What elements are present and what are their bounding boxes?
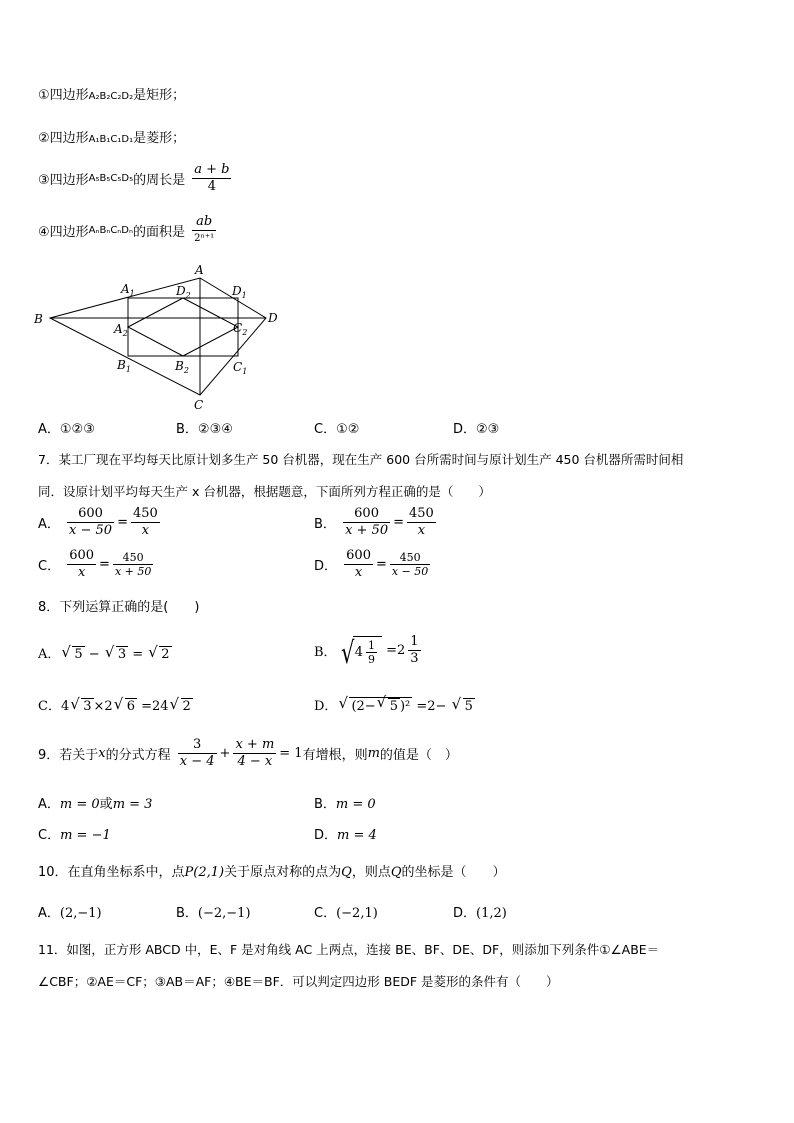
q8-c-sqrt1 xyxy=(71,698,93,714)
q9-option-b[interactable] xyxy=(314,793,376,812)
q8-b-result-den: 3 xyxy=(410,651,419,666)
q7-c-right-num: 450 xyxy=(113,551,153,565)
q10-stem xyxy=(38,861,506,880)
q10-option-d[interactable] xyxy=(453,902,507,921)
q7-b-left-num: 600 xyxy=(343,506,390,523)
q8-a-sqrt2 xyxy=(106,646,128,662)
q7-c-left-num: 600 xyxy=(69,548,95,563)
q9-a-math: m = 0 xyxy=(59,797,100,812)
statement-3-quad: A₅B₅C₅D₅ xyxy=(88,173,134,184)
q7-a-right-num: 450 xyxy=(132,506,158,521)
q6-option-b[interactable]: B．②③④ xyxy=(176,422,233,437)
q8-c-rad3: 2 xyxy=(182,699,191,714)
label-A1: $A_1$ xyxy=(121,282,135,298)
q7-d-left-den: x xyxy=(354,565,363,580)
statement-1-quad: A₂B₂C₂D₂ xyxy=(88,91,134,102)
q7-a-right-den: x xyxy=(141,523,150,538)
q10-c-label: C． xyxy=(314,906,337,921)
q10-point-p: P(2,1) xyxy=(184,865,225,880)
q7-a-right-fraction xyxy=(131,506,160,539)
q9-f1-num: 3 xyxy=(178,737,217,754)
label-A2: $A_2$ xyxy=(114,322,128,338)
statement-2-text: ②四边形 xyxy=(38,131,89,146)
q9-m: m xyxy=(367,746,380,761)
statement-4-quad: AₙBₙCₙDₙ xyxy=(88,225,133,236)
q8-d-inner-rad: 5 xyxy=(389,699,398,714)
q8-d-eq: =2− xyxy=(412,699,451,714)
q8-b-inner-den: 9 xyxy=(367,652,375,666)
q7-option-a-label: A． xyxy=(38,517,60,532)
q9-c-math: m = −1 xyxy=(60,828,111,843)
rect-A1B1C1D1 xyxy=(128,298,238,356)
q9-var: x xyxy=(98,746,106,761)
area-fraction xyxy=(192,214,216,247)
q8-b-sqrt xyxy=(341,636,382,666)
statement-2-quad: A₁B₁C₁D₁ xyxy=(88,134,134,145)
q7-a-eq: = xyxy=(117,515,128,530)
q7-option-d[interactable] xyxy=(314,548,433,581)
q7-option-b-label: B． xyxy=(314,517,336,532)
q8-a-label: A． xyxy=(38,647,61,662)
q8-b-eq: =2 xyxy=(381,643,406,658)
q6-option-c[interactable]: C．①② xyxy=(314,422,360,437)
q10-a-value: (2,−1) xyxy=(59,906,102,921)
q9-post1: 有增根，则 xyxy=(302,748,368,763)
q10-point-q: Q xyxy=(341,865,352,880)
q9-a-or: 或 xyxy=(99,797,113,812)
q9-pre: 9．若关于 xyxy=(38,748,99,763)
q9-d-label: D． xyxy=(314,828,338,843)
q10-b-label: B． xyxy=(176,906,198,921)
q9-post2: 的值是（ ） xyxy=(379,748,458,763)
q8-d-outer-sqrt xyxy=(339,697,412,714)
q8-d-label: D． xyxy=(314,699,338,714)
q9-fraction1 xyxy=(178,737,217,770)
q11-stem-line1: 11．如图，正方形 ABCD 中，E、F 是对角线 AC 上两点，连接 BE、BF、DE、DF，则添加下列条件①∠ABE＝ xyxy=(38,942,660,957)
q7-c-eq: = xyxy=(99,557,110,572)
statement-1-end: 是矩形； xyxy=(133,88,186,103)
q8-b-inner-fraction xyxy=(366,639,377,666)
q6-option-d[interactable]: D．②③ xyxy=(453,422,500,437)
q9-option-d[interactable] xyxy=(314,824,377,843)
q8-c-rad1: 3 xyxy=(83,699,92,714)
q7-option-c-label: C． xyxy=(38,559,61,574)
q9-eq: = 1 xyxy=(279,746,303,761)
q8-stem: 8．下列运算正确的是( ) xyxy=(38,600,200,615)
q7-option-a[interactable] xyxy=(38,506,163,539)
q7-option-c[interactable] xyxy=(38,548,156,581)
q7-stem-line1: 7．某工厂现在平均每天比原计划多生产 50 台机器，现在生产 600 台所需时间与原计划生产 450 台机器所需时间相 xyxy=(38,452,684,467)
label-B: B xyxy=(34,312,43,326)
q7-stem-line2: 同．设原计划平均每天生产 x 台机器，根据题意，下面所列方程正确的是（ ） xyxy=(38,484,491,499)
q8-a-rad2: 3 xyxy=(117,647,127,662)
q8-a-sqrt1 xyxy=(62,646,84,662)
q7-d-right-den: x − 50 xyxy=(391,565,429,578)
q11-stem-line2: ∠CBF；②AE＝CF；③AB＝AF；④BE＝BF．可以判定四边形 BEDF 是菱形的条件有（ ） xyxy=(38,974,559,989)
geometry-figure xyxy=(30,258,290,418)
label-B2: $B_2$ xyxy=(175,359,189,375)
label-C: C xyxy=(194,398,204,412)
label-D: D xyxy=(268,311,278,325)
q8-option-b[interactable] xyxy=(314,634,424,667)
q9-option-c[interactable] xyxy=(38,824,111,843)
q8-d-sqrt xyxy=(453,698,475,714)
q7-a-left-num: 600 xyxy=(67,506,114,523)
q8-b-label: B． xyxy=(314,645,337,660)
label-C1: $C_1$ xyxy=(233,360,248,376)
q7-b-left-fraction xyxy=(343,506,390,539)
q8-b-result-num: 1 xyxy=(410,634,419,649)
q10-post: 的坐标是（ ） xyxy=(401,865,506,880)
q7-c-right-den: x + 50 xyxy=(114,565,152,578)
q10-option-a[interactable] xyxy=(38,902,102,921)
q8-a-minus: − xyxy=(84,647,104,662)
q7-d-right-fraction xyxy=(390,551,430,578)
q8-d-radicand xyxy=(349,697,412,714)
statement-3 xyxy=(38,162,234,195)
q7-b-right-fraction xyxy=(407,506,436,539)
q9-f2-num: x + m xyxy=(235,737,275,752)
q7-c-right-fraction xyxy=(113,551,153,578)
statement-3-text: ③四边形 xyxy=(38,173,89,188)
q9-a-math2: m = 3 xyxy=(112,797,153,812)
q8-c-sqrt2 xyxy=(115,698,137,714)
q9-d-math: m = 4 xyxy=(337,828,377,843)
q9-stem xyxy=(38,737,458,770)
statement-4-mid: 的面积是 xyxy=(132,225,185,240)
q7-a-left-den: x − 50 xyxy=(69,523,113,538)
q7-d-eq: = xyxy=(375,557,387,572)
q6-option-a[interactable]: A．①②③ xyxy=(38,422,95,437)
q8-c-times: ×2 xyxy=(93,699,113,714)
label-A: A xyxy=(195,263,204,277)
perimeter-denominator: 4 xyxy=(207,179,216,194)
q7-c-left-fraction xyxy=(67,548,96,581)
q10-option-b[interactable] xyxy=(176,902,251,921)
q10-mid: 关于原点对称的点为 xyxy=(224,865,342,880)
q7-b-right-num: 450 xyxy=(409,506,434,521)
q8-a-rad3: 2 xyxy=(161,647,170,662)
rhombus-A2B2C2D2 xyxy=(128,298,238,356)
q9-a-label: A． xyxy=(38,797,60,812)
statement-3-mid: 的周长是 xyxy=(133,173,186,188)
q7-option-b[interactable] xyxy=(314,506,439,539)
q8-b-whole: 4 xyxy=(354,644,363,660)
q8-c-eq: =24 xyxy=(136,699,169,714)
statement-4-text: ④四边形 xyxy=(38,225,89,240)
label-D1: $D_1$ xyxy=(232,284,247,300)
statement-1 xyxy=(38,84,185,103)
q10-d-label: D． xyxy=(453,906,477,921)
q9-plus: + xyxy=(219,746,231,761)
q9-f2-den: 4 − x xyxy=(237,754,273,769)
q9-mid: 的分式方程 xyxy=(105,748,171,763)
q8-b-result-fraction xyxy=(408,634,420,667)
q8-d-rad: 5 xyxy=(464,699,473,714)
label-D2: $D_2$ xyxy=(176,284,191,300)
q10-mid2: ，则点 xyxy=(351,865,391,880)
q8-b-inner-num: 1 xyxy=(367,638,375,652)
q8-a-sqrt3 xyxy=(149,646,171,662)
q7-c-left-den: x xyxy=(77,565,86,580)
q9-f1-den: x − 4 xyxy=(179,754,215,769)
q9-c-label: C． xyxy=(38,828,61,843)
q8-d-inner-sqrt xyxy=(378,698,400,714)
statement-2 xyxy=(38,127,185,146)
label-C2: $C_2$ xyxy=(233,321,248,337)
q8-d-inner-open: (2− xyxy=(351,699,376,714)
q8-a-rad1: 5 xyxy=(74,647,83,662)
q10-point-q2: Q xyxy=(390,865,402,880)
q10-d-value: (1,2) xyxy=(476,906,507,921)
q7-b-right-den: x xyxy=(417,523,426,538)
statement-1-text: ①四边形 xyxy=(38,88,89,103)
q10-c-value: (−2,1) xyxy=(336,906,378,921)
q8-c-sqrt3 xyxy=(171,698,193,714)
q7-a-left-fraction xyxy=(67,506,114,539)
q10-b-value: (−2,−1) xyxy=(197,906,251,921)
q8-option-c[interactable] xyxy=(38,695,193,714)
q10-a-label: A． xyxy=(38,906,60,921)
q9-fraction2 xyxy=(233,737,276,770)
area-denominator: 2ⁿ⁺¹ xyxy=(194,233,215,244)
q7-d-left-num: 600 xyxy=(346,548,371,563)
label-B1: $B_1$ xyxy=(117,358,131,374)
perimeter-numerator: a + b xyxy=(194,162,230,177)
q9-option-a[interactable] xyxy=(38,793,152,812)
area-numerator: ab xyxy=(192,214,216,231)
q8-option-a[interactable] xyxy=(38,643,172,662)
q7-b-left-den: x + 50 xyxy=(345,523,389,538)
q7-d-left-fraction xyxy=(344,548,373,581)
q9-b-label: B． xyxy=(314,797,336,812)
statement-4 xyxy=(38,214,219,247)
q9-b-math: m = 0 xyxy=(335,797,376,812)
q7-b-eq: = xyxy=(393,515,404,530)
q8-c-label: C． xyxy=(38,699,61,714)
q8-c-rad2: 6 xyxy=(126,699,135,714)
statement-2-end: 是菱形； xyxy=(133,131,186,146)
q8-c-coef: 4 xyxy=(60,699,70,714)
q10-pre: 10．在直角坐标系中，点 xyxy=(38,865,185,880)
q8-d-inner-close: )² xyxy=(399,699,411,714)
q8-a-eq: = xyxy=(128,647,148,662)
q8-b-radicand xyxy=(353,636,382,666)
perimeter-fraction xyxy=(192,162,231,195)
q7-d-right-num: 450 xyxy=(390,551,430,565)
q10-option-c[interactable] xyxy=(314,902,378,921)
q7-option-d-label: D． xyxy=(314,559,338,574)
q8-option-d[interactable] xyxy=(314,695,475,714)
